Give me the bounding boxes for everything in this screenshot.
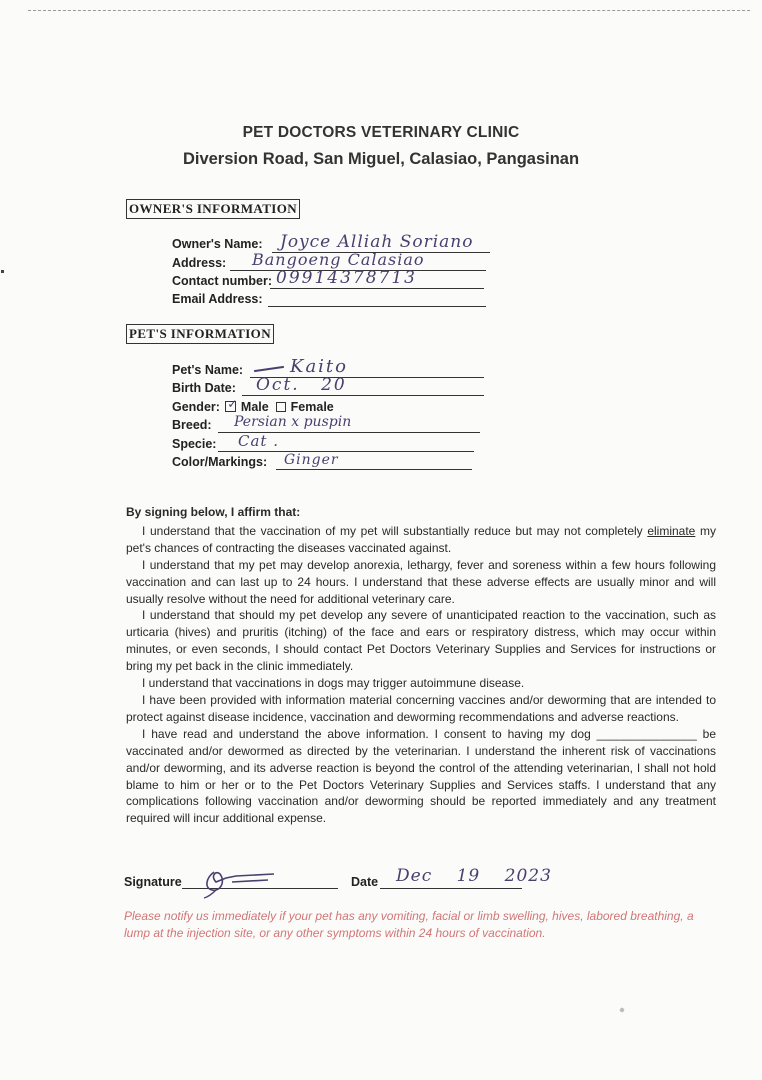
clinic-address: Diversion Road, San Miguel, Calasiao, Pangasinan [182, 150, 580, 168]
male-option-label: Male [240, 400, 269, 414]
p1-text-end: my pet's chances of contracting the diseases vaccinated against. [126, 523, 716, 555]
color-markings-label: Color/Markings: [172, 455, 268, 469]
birth-date-label: Birth Date: [172, 381, 236, 395]
female-option-label: Female [290, 400, 334, 414]
owner-name-field[interactable]: Joyce Alliah Soriano [280, 232, 474, 252]
breed-label: Breed: [172, 418, 212, 432]
signature-label: Signature [124, 875, 182, 889]
date-field[interactable]: Dec 19 2023 [396, 866, 552, 886]
email-label: Email Address: [172, 292, 263, 306]
address-label: Address: [172, 256, 227, 270]
scan-top-border [28, 10, 750, 11]
specie-field[interactable]: Cat . [238, 432, 279, 450]
affirmation-paragraph-4: I understand that vaccinations in dogs may trigger autoimmune disease. [142, 676, 525, 691]
pet-name-field[interactable]: Kaito [290, 356, 349, 377]
check-mark-icon: ✓ [227, 397, 238, 411]
female-checkbox[interactable] [276, 402, 286, 412]
affirmation-paragraph-1 [126, 523, 716, 557]
p1-text: I understand that the vaccination of my pet will substantially reduce but may not completely [142, 523, 648, 538]
birth-date-field[interactable]: Oct. 20 [256, 375, 347, 395]
owner-section-title: OWNER'S INFORMATION [126, 199, 300, 219]
email-line [268, 306, 486, 307]
address-field[interactable]: Bangoeng Calasiao [252, 250, 425, 269]
color-markings-field[interactable]: Ginger [284, 452, 339, 468]
clinic-name: PET DOCTORS VETERINARY CLINIC [242, 124, 520, 141]
post-vaccination-notice: Please notify us immediately if your pet has any vomiting, facial or limb swelling, hives, labored breathing, a lump at the injection site, or any other symptoms within 24 hours of vaccination. [124, 909, 694, 940]
pet-name-label: Pet's Name: [172, 363, 244, 377]
affirmation-paragraph-2: I understand that my pet may develop anorexia, lethargy, fever and soreness within a few hours following vaccination and can last up to 24 hours. I understand that these adverse effects are usually minor and will usually resolve without the need for additional veterinary care. [126, 557, 716, 606]
male-checkbox[interactable] [225, 397, 238, 412]
affirmation-lead: By signing below, I affirm that: [126, 505, 301, 519]
birth-date-line [242, 395, 484, 396]
owner-name-label: Owner's Name: [172, 237, 263, 251]
affirmation-paragraph-6: I have read and understand the above information. I consent to having my dog _______________ be vaccinated and/or dewormed as directed by the veterinarian. I understand the inherent risk of vaccinations and/or deworming, and its adverse reaction is beyond the control of the attending veterinarian, I shall not hold blame to him or her or to the Pet Doctors Veterinary Supplies and Services staffs. I understand that any complications following vaccination and/or deworming should be reported immediately and any treatment required will incur additional expense. [126, 726, 716, 826]
contact-number-field[interactable]: 09914378713 [276, 268, 417, 288]
affirmation-paragraph-5: I have been provided with information material concerning vaccines and/or deworming that are intended to protect against disease incidence, vaccination and deworming recommendations and adverse reactions. [126, 692, 716, 724]
color-markings-line [276, 469, 472, 470]
p1-underlined-word: eliminate [647, 523, 696, 538]
scan-edge-mark [1, 270, 4, 273]
contact-number-label: Contact number: [172, 274, 272, 288]
specie-label: Specie: [172, 437, 217, 451]
contact-number-line [270, 288, 484, 289]
gender-row [172, 397, 334, 414]
specie-line [218, 451, 474, 452]
handwritten-signature[interactable] [196, 864, 280, 900]
affirmation-block [126, 504, 716, 827]
affirmation-paragraph-3: I understand that should my pet develop any severe of unanticipated reaction to the vaccination, such as urticaria (hives) and pruritis (itching) of the face and ears or respiratory distress, which may occur within minutes, or even seconds, I should contact Pet Doctors Veterinary Supplies and Services for instructions or bring my pet back in the clinic immediately. [126, 608, 716, 674]
breed-field[interactable]: Persian x puspin [234, 414, 352, 430]
date-label: Date [351, 875, 379, 889]
scribble-strike [254, 366, 284, 372]
date-line [380, 888, 522, 889]
gender-label: Gender: [172, 400, 220, 414]
pet-section-title: PET'S INFORMATION [126, 324, 274, 344]
scan-speck [619, 1007, 624, 1012]
